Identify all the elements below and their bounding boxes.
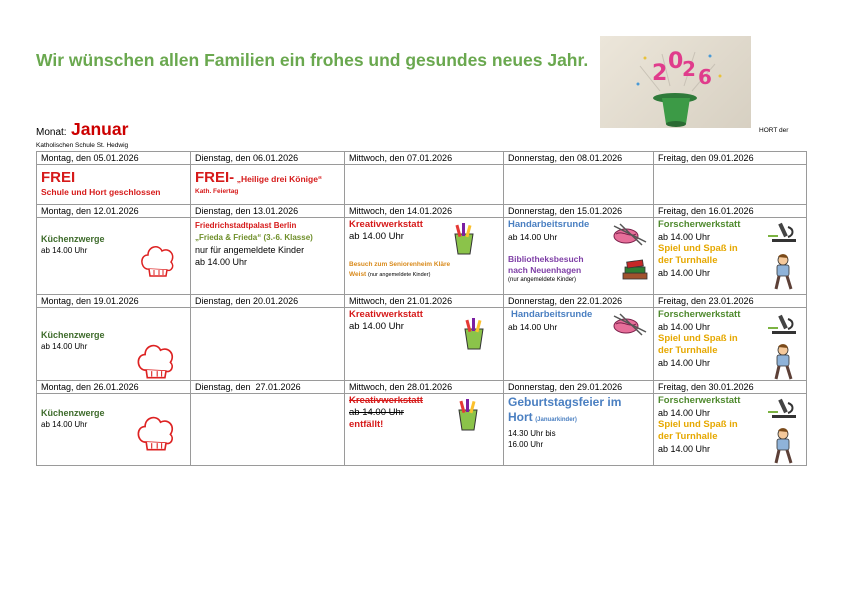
activity-time: ab 14.00 Uhr: [41, 342, 88, 351]
holiday-name: „Heilige drei Könige“: [236, 174, 323, 184]
gym-time: ab 14.00 Uhr: [658, 444, 711, 454]
activity-subtitle: Hort: [508, 410, 533, 424]
cancel-note: entfällt!: [349, 419, 384, 430]
activity-cell: [345, 165, 504, 205]
closed-note: Schule und Hort geschlossen: [41, 187, 161, 197]
date-cell: Freitag, den 30.01.2026: [654, 381, 807, 394]
date-cell: Mittwoch, den 28.01.2026: [345, 381, 504, 394]
activity-title: Küchenzwerge: [41, 330, 105, 340]
date-cell: Donnerstag, den 08.01.2026: [504, 152, 654, 165]
chef-hat-icon: [137, 239, 177, 279]
library-note: (nur angemeldete Kinder): [508, 277, 577, 283]
month-name: Januar: [71, 119, 129, 139]
activity-time: ab 14.00 Uhr: [658, 232, 711, 242]
activity-row: [37, 394, 807, 466]
date-row: [37, 205, 807, 218]
gym-time: ab 14.00 Uhr: [658, 268, 711, 278]
gym-time: ab 14.00 Uhr: [658, 358, 711, 368]
headline: Wir wünschen allen Familien ein frohes und gesundes neues Jahr.: [36, 50, 589, 70]
yarn-knitting-icon: [612, 312, 648, 336]
date-cell: Dienstag, den 27.01.2026: [191, 381, 345, 394]
activity-cell: [345, 394, 504, 466]
activity-cell: [345, 308, 504, 381]
date-cell: Dienstag, den 20.01.2026: [191, 295, 345, 308]
books-icon: [620, 259, 650, 283]
activity-time: ab 14.00 Uhr: [349, 231, 404, 242]
activity-note: nur für angemeldete Kinder: [195, 245, 305, 255]
date-cell: Dienstag, den 13.01.2026: [191, 205, 345, 218]
activity-title: Forscherwerkstatt: [658, 309, 741, 320]
date-cell: Donnerstag, den 29.01.2026: [504, 381, 654, 394]
activity-cell: [37, 308, 191, 381]
hero-digit-0: 0: [668, 49, 684, 74]
gym-subtitle: der Turnhalle: [658, 345, 718, 356]
child-sports-icon: [770, 343, 796, 381]
activity-time-end: 16.00 Uhr: [508, 440, 544, 449]
activity-cell: [654, 394, 807, 466]
new-year-hat-image: [600, 36, 751, 128]
visit-title: Besuch zum Seniorenheim Kläre: [349, 261, 451, 268]
activity-cell: [504, 308, 654, 381]
activity-row: [37, 165, 807, 205]
activity-title: Kreativwerkstatt: [349, 219, 423, 230]
gym-title: Spiel und Spaß in: [658, 419, 738, 430]
activity-time: ab 14.00 Uhr: [349, 407, 404, 418]
activity-time: ab 14.00 Uhr: [41, 420, 88, 429]
date-cell: Freitag, den 23.01.2026: [654, 295, 807, 308]
date-cell: Freitag, den 16.01.2026: [654, 205, 807, 218]
activity-cell: [504, 165, 654, 205]
month-label: Monat:: [36, 127, 67, 138]
microscope-icon: [768, 397, 800, 419]
activity-row: [37, 218, 807, 295]
activity-time: ab 14.00 Uhr: [508, 232, 558, 242]
gym-subtitle: der Turnhalle: [658, 255, 718, 266]
date-cell: Dienstag, den 06.01.2026: [191, 152, 345, 165]
activity-cell: [654, 218, 807, 295]
activity-cell: [37, 218, 191, 295]
hort-label: HORT der: [759, 127, 789, 134]
activity-row: [37, 308, 807, 381]
activity-time: ab 14.00 Uhr: [195, 257, 248, 267]
gym-subtitle: der Turnhalle: [658, 431, 718, 442]
date-cell: Donnerstag, den 15.01.2026: [504, 205, 654, 218]
activity-cell: [504, 394, 654, 466]
holiday-heading: [195, 169, 340, 187]
gym-title: Spiel und Spaß in: [658, 243, 738, 254]
activity-time: ab 14.00 Uhr: [508, 322, 558, 332]
date-cell: Montag, den 05.01.2026: [37, 152, 191, 165]
hero-digit-6: 6: [698, 65, 712, 89]
frei-label: FREI-: [195, 169, 235, 186]
activity-cell: [191, 218, 345, 295]
date-cell: Montag, den 12.01.2026: [37, 205, 191, 218]
date-cell: Montag, den 19.01.2026: [37, 295, 191, 308]
month-heading: [36, 119, 128, 140]
activity-time: ab 14.00 Uhr: [658, 322, 711, 332]
calendar-table: [36, 151, 807, 466]
activity-cell: [191, 394, 345, 466]
activity-subtitle: „Frieda & Frieda“ (3.-6. Klasse): [195, 233, 313, 242]
activity-cell: [191, 308, 345, 381]
activity-cell: [504, 218, 654, 295]
visit-note: (nur angemeldete Kinder): [368, 272, 431, 278]
date-row: [37, 152, 807, 165]
hero-digit-2a: 2: [652, 61, 668, 86]
activity-title: Kreativwerkstatt: [349, 309, 423, 320]
hero-digit-2b: 2: [682, 57, 696, 81]
activity-time: ab 14.00 Uhr: [349, 321, 404, 332]
activity-cell: [37, 394, 191, 466]
visit-subtitle: [349, 270, 499, 280]
activity-title: Küchenzwerge: [41, 408, 105, 418]
frei-label: FREI: [41, 169, 76, 186]
date-cell: Freitag, den 09.01.2026: [654, 152, 807, 165]
activity-cell: [654, 308, 807, 381]
activity-title: Kreativwerkstatt: [349, 395, 423, 406]
activity-title: Geburtstagsfeier im: [508, 395, 622, 409]
date-cell: Mittwoch, den 07.01.2026: [345, 152, 504, 165]
activity-time: ab 14.00 Uhr: [41, 246, 88, 255]
activity-title: Handarbeitsrunde: [511, 309, 593, 320]
activity-cell: [654, 165, 807, 205]
date-cell: Donnerstag, den 22.01.2026: [504, 295, 654, 308]
date-cell: Montag, den 26.01.2026: [37, 381, 191, 394]
microscope-icon: [768, 313, 800, 335]
activity-cell: [345, 218, 504, 295]
gym-title: Spiel und Spaß in: [658, 333, 738, 344]
holiday-note: Kath. Feiertag: [195, 188, 239, 195]
activity-time: 14.30 Uhr bis: [508, 429, 556, 438]
birthday-line: [508, 410, 649, 428]
activity-cell: [37, 165, 191, 205]
activity-time: ab 14.00 Uhr: [658, 408, 711, 418]
library-title: Bibliotheksbesuch: [508, 254, 584, 264]
activity-title: Handarbeitsrunde: [508, 219, 590, 230]
activity-title: Forscherwerkstatt: [658, 219, 741, 230]
activity-title: Friedrichstadtpalast Berlin: [195, 221, 297, 230]
activity-title: Forscherwerkstatt: [658, 395, 741, 406]
date-row: [37, 295, 807, 308]
child-sports-icon: [770, 253, 796, 291]
chef-hat-icon: [133, 337, 177, 381]
date-row: [37, 381, 807, 394]
craft-supplies-icon: [448, 222, 478, 256]
child-sports-icon: [770, 427, 796, 465]
date-cell: Mittwoch, den 14.01.2026: [345, 205, 504, 218]
craft-supplies-icon: [458, 317, 488, 351]
microscope-icon: [768, 221, 800, 243]
school-label: Katholischen Schule St. Hedwig: [36, 142, 129, 149]
chef-hat-icon: [133, 409, 177, 453]
activity-title: Küchenzwerge: [41, 234, 105, 244]
visit-name: Weist: [349, 271, 367, 278]
library-subtitle: nach Neuenhagen: [508, 265, 582, 275]
activity-note: (Januarkinder): [535, 417, 577, 423]
craft-supplies-icon: [452, 398, 482, 432]
date-cell: Mittwoch, den 21.01.2026: [345, 295, 504, 308]
activity-cell: [191, 165, 345, 205]
yarn-knitting-icon: [612, 222, 648, 246]
